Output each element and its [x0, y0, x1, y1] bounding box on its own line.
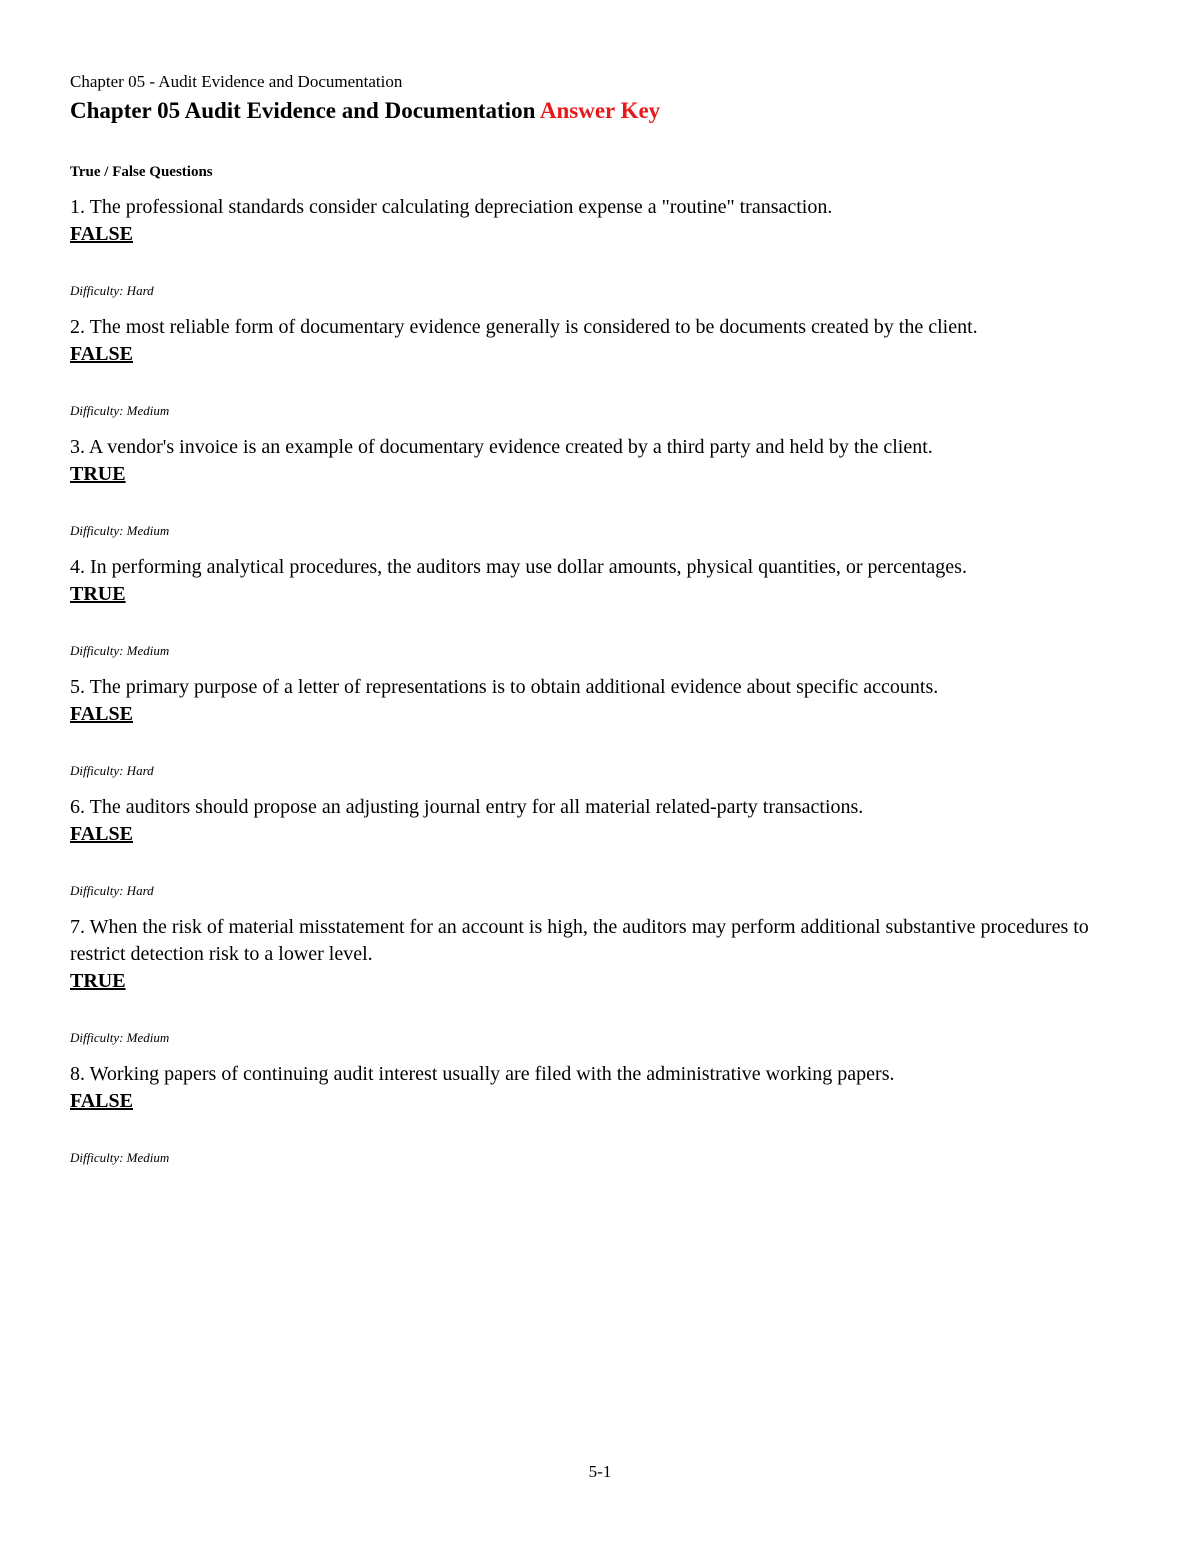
question-answer: FALSE	[70, 703, 133, 725]
document-page	[70, 70, 1130, 1167]
question-difficulty: Difficulty: Hard	[70, 763, 154, 778]
question-item	[70, 674, 1130, 780]
section-heading: True / False Questions	[70, 164, 213, 180]
question-difficulty: Difficulty: Medium	[70, 1150, 170, 1165]
question-item	[70, 554, 1130, 660]
page-title	[70, 96, 1130, 126]
question-text: 3. A vendor's invoice is an example of documentary evidence created by a third party and held by the client.	[70, 436, 933, 458]
question-answer: FALSE	[70, 1090, 133, 1112]
question-answer: FALSE	[70, 823, 133, 845]
question-difficulty: Difficulty: Medium	[70, 403, 170, 418]
question-list	[70, 194, 1130, 1167]
page-title-main: Chapter 05 Audit Evidence and Documentation	[70, 98, 536, 123]
question-answer: TRUE	[70, 583, 126, 605]
question-text: 1. The professional standards consider calculating depreciation expense a "routine" transaction.	[70, 196, 833, 218]
question-text: 4. In performing analytical procedures, the auditors may use dollar amounts, physical quantities, or percentages.	[70, 556, 967, 578]
question-answer: FALSE	[70, 343, 133, 365]
question-item	[70, 434, 1130, 540]
question-item	[70, 794, 1130, 900]
running-header: Chapter 05 - Audit Evidence and Documentation	[70, 72, 403, 91]
question-item	[70, 914, 1130, 1047]
question-item	[70, 314, 1130, 420]
question-text: 6. The auditors should propose an adjusting journal entry for all material related-party transactions.	[70, 796, 864, 818]
question-difficulty: Difficulty: Medium	[70, 1030, 170, 1045]
question-answer: TRUE	[70, 463, 126, 485]
page-title-accent: Answer Key	[539, 98, 661, 123]
question-item	[70, 1061, 1130, 1167]
question-difficulty: Difficulty: Hard	[70, 883, 154, 898]
question-text: 8. Working papers of continuing audit interest usually are filed with the administrative working papers.	[70, 1063, 895, 1085]
question-answer: FALSE	[70, 223, 133, 245]
question-difficulty: Difficulty: Hard	[70, 283, 154, 298]
question-difficulty: Difficulty: Medium	[70, 643, 170, 658]
question-difficulty: Difficulty: Medium	[70, 523, 170, 538]
question-text: 7. When the risk of material misstatement for an account is high, the auditors may perform additional substantive procedures to restrict detection risk to a lower level.	[70, 916, 1089, 965]
question-text: 5. The primary purpose of a letter of representations is to obtain additional evidence about specific accounts.	[70, 676, 939, 698]
question-item	[70, 194, 1130, 300]
question-text: 2. The most reliable form of documentary evidence generally is considered to be documents created by the client.	[70, 316, 978, 338]
page-number: 5-1	[588, 1462, 612, 1481]
question-answer: TRUE	[70, 970, 126, 992]
